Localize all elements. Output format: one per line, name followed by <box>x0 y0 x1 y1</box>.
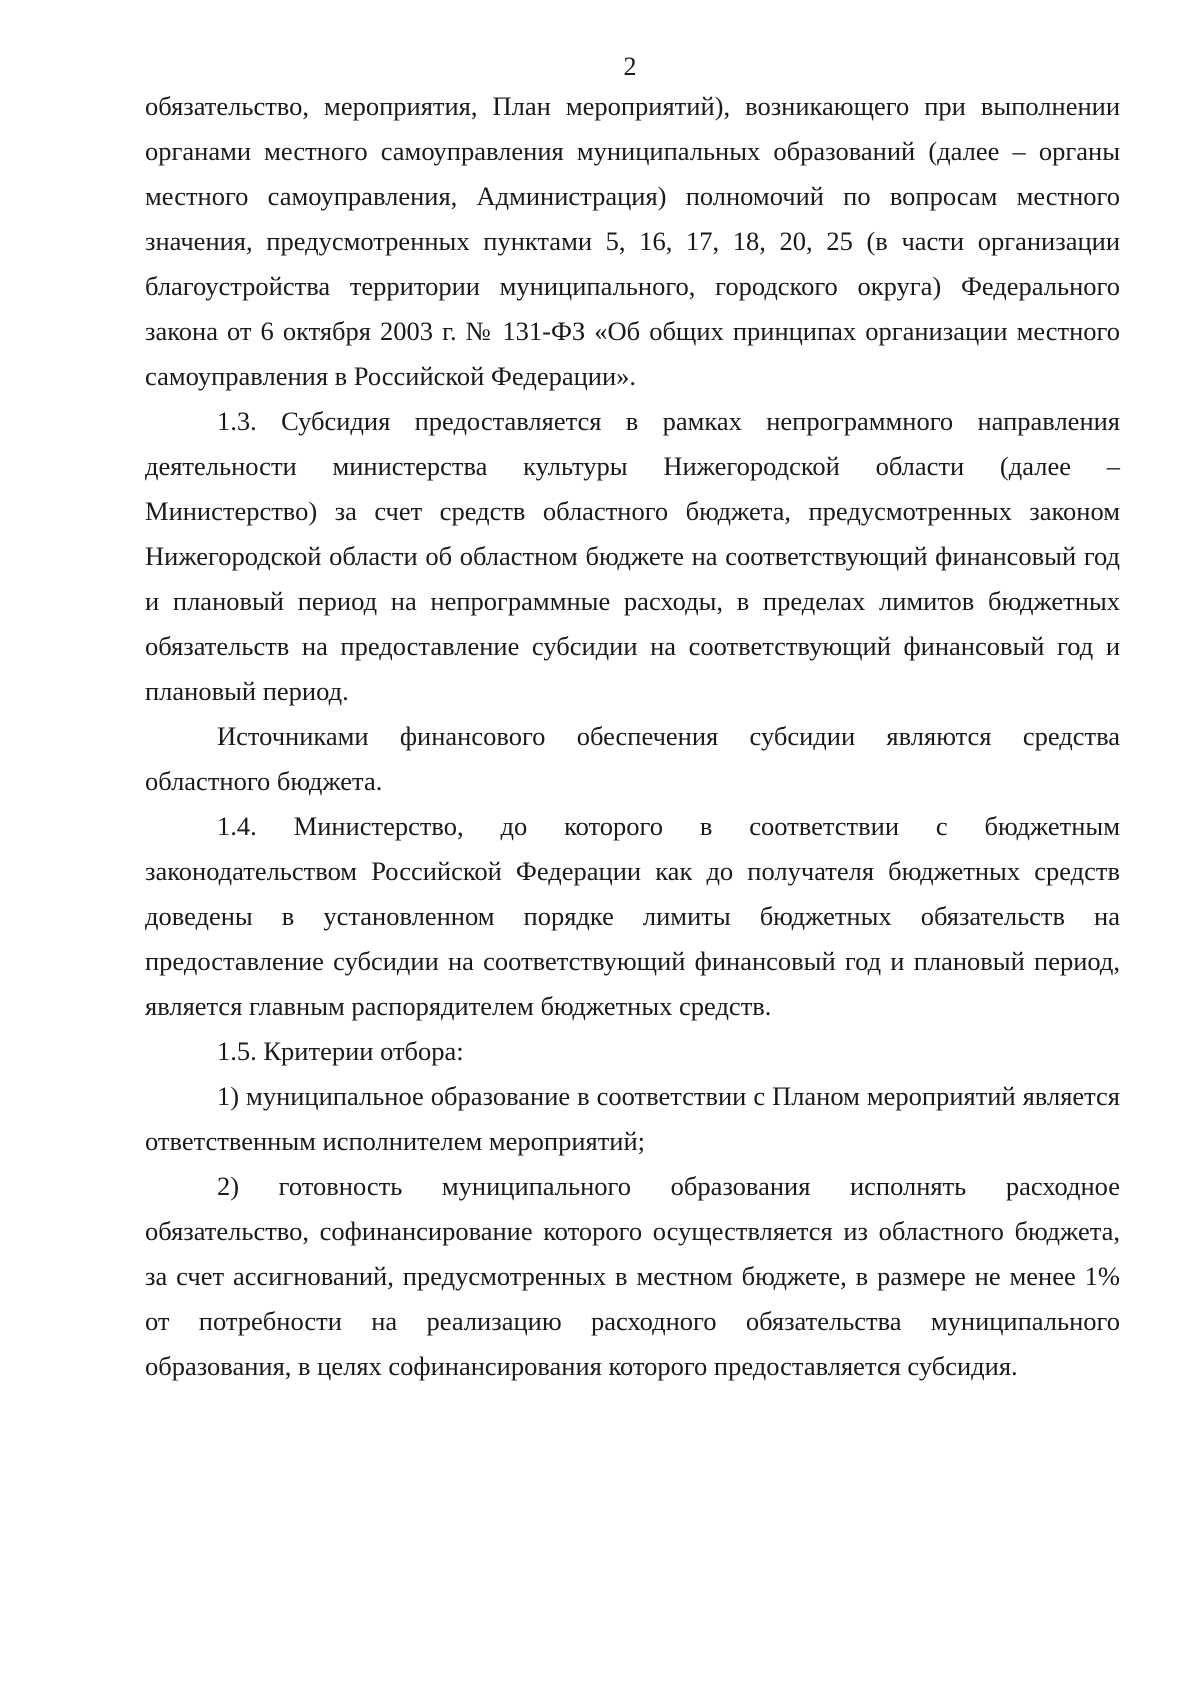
page-number: 2 <box>623 52 637 81</box>
criterion-2: 2) готовность муниципального образования исполнять расходное обязательство, софинансирование которого осуществляется из областного бюджета, за счет ассигнований, предусмотренных в местном бюджете, в размере не менее 1% от потребности на реализацию расходного обязательства муниципального образования, в целях софинансирования которого предоставляется субсидия. <box>145 1171 1120 1381</box>
paragraph-funding-sources: Источниками финансового обеспечения субсидии являются средства областного бюджета. <box>145 721 1120 796</box>
paragraph-1-5: 1.5. Критерии отбора: <box>217 1036 464 1066</box>
paragraph-1-4: 1.4. Министерство, до которого в соответствии с бюджетным законодательством Российской Федерации как до получателя бюджетных средств доведены в установленном порядке лимиты бюджетных обязательств на предоставление субсидии на соответствующий финансовый год и плановый период, является главным распорядителем бюджетных средств. <box>145 811 1120 1021</box>
document-body <box>145 84 1120 1389</box>
criterion-1: 1) муниципальное образование в соответствии с Планом мероприятий является ответственным исполнителем мероприятий; <box>145 1081 1120 1156</box>
paragraph-1-3: 1.3. Субсидия предоставляется в рамках непрограммного направления деятельности министерства культуры Нижегородской области (далее – Министерство) за счет средств областного бюджета, предусмотренных законом Нижегородской области об областном бюджете на соответствующий финансовый год и плановый период на непрограммные расходы, в пределах лимитов бюджетных обязательств на предоставление субсидии на соответствующий финансовый год и плановый период. <box>145 406 1120 706</box>
paragraph-continuation: обязательство, мероприятия, План мероприятий), возникающего при выполнении органами местного самоуправления муниципальных образований (далее – органы местного самоуправления, Администрация) полномочий по вопросам местного значения, предусмотренных пунктами 5, 16, 17, 18, 20, 25 (в части организации благоустройства территории муниципального, городского округа) Федерального закона от 6 октября 2003 г. № 131-ФЗ «Об общих принципах организации местного самоуправления в Российской Федерации». <box>145 91 1120 391</box>
